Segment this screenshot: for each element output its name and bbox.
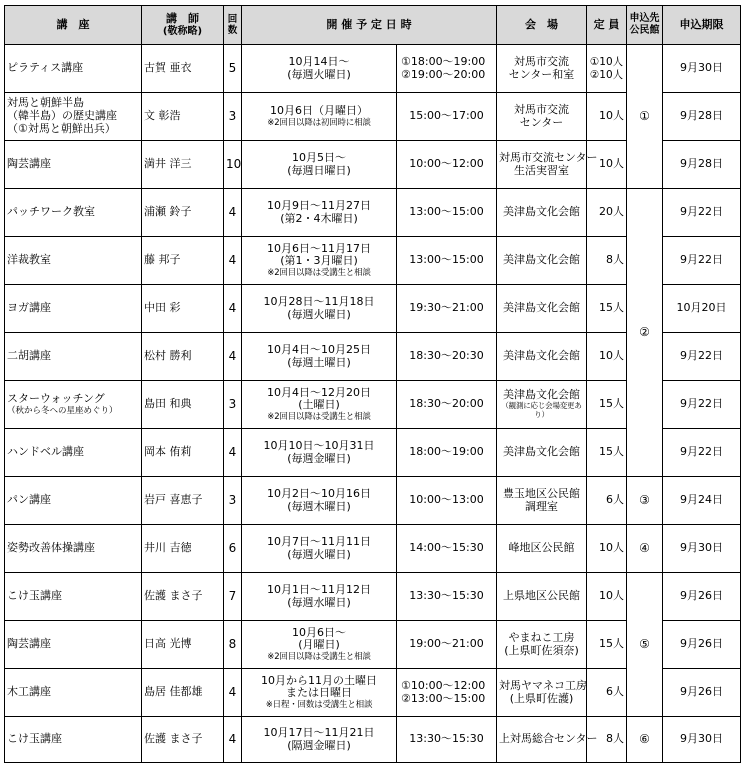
venue: 上対馬総合センター bbox=[497, 717, 587, 763]
teacher-name: 島田 和典 bbox=[142, 381, 224, 429]
capacity: 20人 bbox=[587, 189, 627, 237]
teacher-name: 島居 佳都雄 bbox=[142, 669, 224, 717]
schedule-dates: 10月4日～10月25日 (毎週土曜日) bbox=[242, 333, 397, 381]
course-name: ハンドベル講座 bbox=[5, 429, 142, 477]
application-deadline: 10月20日 bbox=[663, 285, 741, 333]
header-capacity: 定 員 bbox=[587, 6, 627, 45]
course-name: パッチワーク教室 bbox=[5, 189, 142, 237]
capacity: 15人 bbox=[587, 429, 627, 477]
course-name: パン講座 bbox=[5, 477, 142, 525]
capacity: 15人 bbox=[587, 381, 627, 429]
schedule-time: 18:30～20:00 bbox=[397, 381, 497, 429]
course-name: 陶芸講座 bbox=[5, 621, 142, 669]
schedule-time: 10:00～12:00 bbox=[397, 141, 497, 189]
header-schedule: 開 催 予 定 日 時 bbox=[242, 6, 497, 45]
schedule-time: ①18:00～19:00 ②19:00～20:00 bbox=[397, 45, 497, 93]
schedule-dates: 10月14日～ (毎週火曜日) bbox=[242, 45, 397, 93]
table-row bbox=[5, 477, 741, 525]
schedule-dates: 10月5日～ (毎週日曜日) bbox=[242, 141, 397, 189]
schedule-dates: 10月7日～11月11日 (毎週火曜日) bbox=[242, 525, 397, 573]
schedule-time: 10:00～13:00 bbox=[397, 477, 497, 525]
session-count: 3 bbox=[224, 477, 242, 525]
application-deadline: 9月24日 bbox=[663, 477, 741, 525]
teacher-name: 佐護 まさ子 bbox=[142, 717, 224, 763]
session-count: 10 bbox=[224, 141, 242, 189]
teacher-name: 満井 洋三 bbox=[142, 141, 224, 189]
teacher-name: 岡本 侑莉 bbox=[142, 429, 224, 477]
schedule-time: 18:30～20:30 bbox=[397, 333, 497, 381]
application-office: ⑥ bbox=[627, 717, 663, 763]
teacher-name: 佐護 まさ子 bbox=[142, 573, 224, 621]
schedule-dates: 10月1日～11月12日 (毎週水曜日) bbox=[242, 573, 397, 621]
schedule-time: 19:30～21:00 bbox=[397, 285, 497, 333]
teacher-name: 浦瀬 鈴子 bbox=[142, 189, 224, 237]
application-office: ④ bbox=[627, 525, 663, 573]
schedule-time: 13:30～15:30 bbox=[397, 717, 497, 763]
schedule-time: ①10:00～12:00 ②13:00～15:00 bbox=[397, 669, 497, 717]
application-deadline: 9月26日 bbox=[663, 621, 741, 669]
schedule-dates: 10月6日～ (月曜日) ※2回目以降は受講生と相談 bbox=[242, 621, 397, 669]
session-count: 6 bbox=[224, 525, 242, 573]
schedule-note: ※2回目以降は初回時に相談 bbox=[267, 117, 371, 128]
session-count: 7 bbox=[224, 573, 242, 621]
venue: 美津島文化会館 bbox=[497, 429, 587, 477]
session-count: 4 bbox=[224, 189, 242, 237]
teacher-name: 井川 吉徳 bbox=[142, 525, 224, 573]
header-office: 申込先 公民館 bbox=[627, 6, 663, 45]
capacity: 15人 bbox=[587, 285, 627, 333]
schedule-time: 13:30～15:30 bbox=[397, 573, 497, 621]
schedule-dates: 10月17日～11月21日 (隔週金曜日) bbox=[242, 717, 397, 763]
venue: 美津島文化会館 bbox=[497, 189, 587, 237]
session-count: 8 bbox=[224, 621, 242, 669]
header-teacher: 講 師 (敬称略) bbox=[142, 6, 224, 45]
application-office: ⑤ bbox=[627, 573, 663, 717]
venue: 美津島文化会館 （観測に応じ会場変更あり） bbox=[497, 381, 587, 429]
header-venue: 会 場 bbox=[497, 6, 587, 45]
venue: やまねこ工房 (上県町佐須奈) bbox=[497, 621, 587, 669]
capacity: 6人 bbox=[587, 477, 627, 525]
schedule-time: 13:00～15:00 bbox=[397, 237, 497, 285]
table-row bbox=[5, 573, 741, 621]
venue: 美津島文化会館 bbox=[497, 333, 587, 381]
course-name: 二胡講座 bbox=[5, 333, 142, 381]
capacity: 8人 bbox=[587, 237, 627, 285]
application-deadline: 9月22日 bbox=[663, 333, 741, 381]
session-count: 4 bbox=[224, 285, 242, 333]
schedule-dates: 10月10日～10月31日 (毎週金曜日) bbox=[242, 429, 397, 477]
session-count: 4 bbox=[224, 669, 242, 717]
teacher-name: 藤 邦子 bbox=[142, 237, 224, 285]
application-deadline: 9月22日 bbox=[663, 429, 741, 477]
capacity: 15人 bbox=[587, 621, 627, 669]
venue: 対馬市交流 センター和室 bbox=[497, 45, 587, 93]
table-row bbox=[5, 717, 741, 763]
session-count: 4 bbox=[224, 429, 242, 477]
teacher-name: 日高 光博 bbox=[142, 621, 224, 669]
teacher-name: 文 彰浩 bbox=[142, 93, 224, 141]
header-count: 回数 bbox=[224, 6, 242, 45]
capacity: ①10人 ②10人 bbox=[587, 45, 627, 93]
capacity: 10人 bbox=[587, 573, 627, 621]
course-name: こけ玉講座 bbox=[5, 573, 142, 621]
session-count: 4 bbox=[224, 717, 242, 763]
application-deadline: 9月30日 bbox=[663, 45, 741, 93]
application-deadline: 9月30日 bbox=[663, 525, 741, 573]
session-count: 3 bbox=[224, 381, 242, 429]
session-count: 4 bbox=[224, 237, 242, 285]
session-count: 5 bbox=[224, 45, 242, 93]
application-office: ① bbox=[627, 45, 663, 189]
teacher-name: 岩戸 喜恵子 bbox=[142, 477, 224, 525]
schedule-note: ※2回目以降は受講生と相談 bbox=[267, 652, 371, 663]
teacher-name: 中田 彩 bbox=[142, 285, 224, 333]
application-deadline: 9月22日 bbox=[663, 237, 741, 285]
schedule-time: 18:00～19:00 bbox=[397, 429, 497, 477]
venue: 対馬市交流 センター bbox=[497, 93, 587, 141]
capacity: 10人 bbox=[587, 333, 627, 381]
venue: 豊玉地区公民館 調理室 bbox=[497, 477, 587, 525]
capacity: 6人 bbox=[587, 669, 627, 717]
course-name: ピラティス講座 bbox=[5, 45, 142, 93]
header-row bbox=[5, 6, 741, 45]
venue: 美津島文化会館 bbox=[497, 237, 587, 285]
table-row bbox=[5, 45, 741, 93]
capacity: 10人 bbox=[587, 93, 627, 141]
course-name: 姿勢改善体操講座 bbox=[5, 525, 142, 573]
schedule-time: 13:00～15:00 bbox=[397, 189, 497, 237]
course-name-note: （秋から冬への星座めぐり） bbox=[7, 405, 118, 416]
schedule-note: ※2回目以降は受講生と相談 bbox=[267, 268, 371, 279]
application-office: ② bbox=[627, 189, 663, 477]
venue: 上県地区公民館 bbox=[497, 573, 587, 621]
application-deadline: 9月22日 bbox=[663, 189, 741, 237]
header-course: 講 座 bbox=[5, 6, 142, 45]
schedule-time: 15:00～17:00 bbox=[397, 93, 497, 141]
application-office: ③ bbox=[627, 477, 663, 525]
schedule-dates: 10月28日～11月18日 (毎週火曜日) bbox=[242, 285, 397, 333]
course-name: 陶芸講座 bbox=[5, 141, 142, 189]
schedule-time: 14:00～15:30 bbox=[397, 525, 497, 573]
capacity: 8人 bbox=[587, 717, 627, 763]
session-count: 4 bbox=[224, 333, 242, 381]
venue: 対馬ヤマネコ工房 (上県町佐護) bbox=[497, 669, 587, 717]
table-row bbox=[5, 189, 741, 237]
schedule-dates: 10月2日～10月16日 (毎週木曜日) bbox=[242, 477, 397, 525]
venue: 峰地区公民館 bbox=[497, 525, 587, 573]
schedule-note: ※2回目以降は受講生と相談 bbox=[267, 412, 371, 423]
application-deadline: 9月26日 bbox=[663, 573, 741, 621]
capacity: 10人 bbox=[587, 141, 627, 189]
schedule-dates: 10月から11月の土曜日 または日曜日 ※日程・回数は受講生と相談 bbox=[242, 669, 397, 717]
schedule-dates: 10月9日～11月27日 (第2・4木曜日) bbox=[242, 189, 397, 237]
course-name: ヨガ講座 bbox=[5, 285, 142, 333]
venue-note: （観測に応じ会場変更あり） bbox=[501, 401, 582, 419]
venue: 美津島文化会館 bbox=[497, 285, 587, 333]
application-deadline: 9月28日 bbox=[663, 141, 741, 189]
schedule-note: ※日程・回数は受講生と相談 bbox=[265, 700, 373, 711]
course-schedule-table bbox=[4, 5, 741, 763]
course-name: 木工講座 bbox=[5, 669, 142, 717]
teacher-name: 古賀 亜衣 bbox=[142, 45, 224, 93]
application-deadline: 9月30日 bbox=[663, 717, 741, 763]
header-deadline: 申込期限 bbox=[663, 6, 741, 45]
course-name: 洋裁教室 bbox=[5, 237, 142, 285]
venue: 対馬市交流センター 生活実習室 bbox=[497, 141, 587, 189]
table-row bbox=[5, 525, 741, 573]
teacher-name: 松村 勝利 bbox=[142, 333, 224, 381]
session-count: 3 bbox=[224, 93, 242, 141]
schedule-dates: 10月4日～12月20日 (土曜日) ※2回目以降は受講生と相談 bbox=[242, 381, 397, 429]
schedule-time: 19:00～21:00 bbox=[397, 621, 497, 669]
capacity: 10人 bbox=[587, 525, 627, 573]
application-deadline: 9月26日 bbox=[663, 669, 741, 717]
course-name: こけ玉講座 bbox=[5, 717, 142, 763]
application-deadline: 9月28日 bbox=[663, 93, 741, 141]
schedule-dates: 10月6日～11月17日 (第1・3月曜日) ※2回目以降は受講生と相談 bbox=[242, 237, 397, 285]
course-name: 対馬と朝鮮半島 （韓半島）の歴史講座 （①対馬と朝鮮出兵） bbox=[5, 93, 142, 141]
course-name: スターウォッチング （秋から冬への星座めぐり） bbox=[5, 381, 142, 429]
schedule-dates: 10月6日（月曜日） ※2回目以降は初回時に相談 bbox=[242, 93, 397, 141]
application-deadline: 9月22日 bbox=[663, 381, 741, 429]
